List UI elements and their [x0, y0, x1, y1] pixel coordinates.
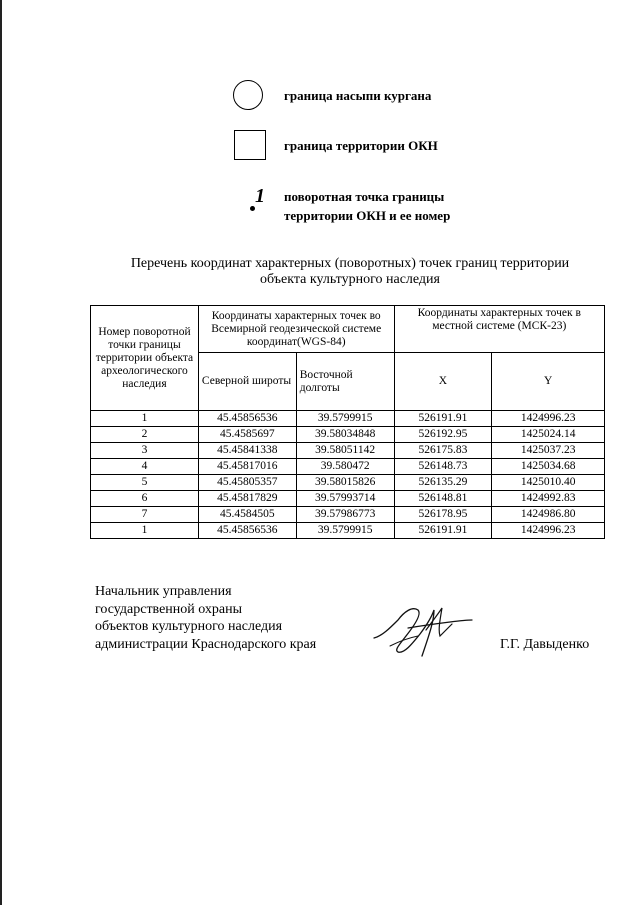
cell-x: 526175.83	[394, 443, 492, 459]
table-row	[91, 507, 605, 523]
cell-y: 1424992.83	[492, 491, 605, 507]
cell-y: 1424996.23	[492, 411, 605, 427]
header-latitude: Северной широты	[198, 353, 296, 411]
cell-longitude: 39.58034848	[296, 427, 394, 443]
page-edge	[0, 0, 2, 905]
cell-number: 7	[91, 507, 199, 523]
signatory-line3: объектов культурного наследия	[95, 619, 283, 634]
header-y: Y	[492, 353, 605, 411]
cell-latitude: 45.45856536	[198, 411, 296, 427]
cell-longitude: 39.5799915	[296, 411, 394, 427]
cell-y: 1424986.80	[492, 507, 605, 523]
cell-x: 526191.91	[394, 523, 492, 539]
legend-square-label: граница территории ОКН	[284, 138, 438, 153]
cell-latitude: 45.4585697	[198, 427, 296, 443]
legend-circle-label: граница насыпи кургана	[284, 88, 432, 103]
cell-x: 526148.73	[394, 459, 492, 475]
signatory-line4: администрации Краснодарского края	[95, 636, 317, 652]
header-x: X	[394, 353, 492, 411]
legend-point-label	[284, 187, 450, 225]
cell-y: 1424996.23	[492, 523, 605, 539]
cell-longitude: 39.58051142	[296, 443, 394, 459]
cell-y: 1425010.40	[492, 475, 605, 491]
cell-longitude: 39.58015826	[296, 475, 394, 491]
header-msk-group: Координаты характерных точек в местной системе (МСК-23)	[394, 306, 604, 353]
cell-number: 1	[91, 523, 199, 539]
coordinates-table	[90, 305, 605, 539]
list-title-line1: Перечень координат характерных (поворотных) точек границ территории	[130, 256, 570, 271]
cell-longitude: 39.5799915	[296, 523, 394, 539]
list-title-line2: объекта культурного наследия	[260, 272, 440, 287]
square-boundary-icon	[234, 130, 266, 160]
table-row	[91, 459, 605, 475]
signatory-line2: государственной охраны	[95, 601, 243, 617]
cell-longitude: 39.580472	[296, 459, 394, 475]
cell-x: 526178.95	[394, 507, 492, 523]
table-row	[91, 475, 605, 491]
legend-point-label-line1: поворотная точка границы	[284, 189, 445, 204]
circle-boundary-icon	[233, 80, 263, 110]
table-row	[91, 523, 605, 539]
legend-point-label-line2: территории ОКН и ее номер	[284, 208, 451, 223]
table-row	[91, 491, 605, 507]
cell-number: 1	[91, 411, 199, 427]
header-wgs-group: Координаты характерных точек во Всемирной геодезической системе координат(WGS-84)	[198, 306, 394, 353]
cell-number: 6	[91, 491, 199, 507]
turning-point-dot-icon	[250, 206, 255, 211]
cell-y: 1425034.68	[492, 459, 605, 475]
signatory-line1: Начальник управления	[95, 584, 232, 599]
cell-latitude: 45.45841338	[198, 443, 296, 459]
cell-longitude: 39.57986773	[296, 507, 394, 523]
table-row	[91, 427, 605, 443]
coordinates-list-title	[90, 256, 610, 288]
turning-point-number-icon: 1	[255, 185, 265, 207]
header-point-number: Номер поворотной точки границы территории объекта археологического наследия	[91, 306, 199, 411]
cell-number: 4	[91, 459, 199, 475]
cell-latitude: 45.45817829	[198, 491, 296, 507]
cell-y: 1425024.14	[492, 427, 605, 443]
header-longitude: Восточной долготы	[296, 353, 394, 411]
cell-number: 3	[91, 443, 199, 459]
table-row	[91, 443, 605, 459]
signatory-name: Г.Г. Давыденко	[500, 637, 590, 652]
cell-latitude: 45.45817016	[198, 459, 296, 475]
cell-x: 526148.81	[394, 491, 492, 507]
cell-number: 5	[91, 475, 199, 491]
cell-x: 526191.91	[394, 411, 492, 427]
cell-number: 2	[91, 427, 199, 443]
cell-latitude: 45.45856536	[198, 523, 296, 539]
cell-latitude: 45.4584505	[198, 507, 296, 523]
signatory-position	[95, 583, 316, 653]
cell-longitude: 39.57993714	[296, 491, 394, 507]
handwritten-signature	[368, 598, 478, 660]
table-row	[91, 411, 605, 427]
cell-x: 526135.29	[394, 475, 492, 491]
cell-y: 1425037.23	[492, 443, 605, 459]
cell-x: 526192.95	[394, 427, 492, 443]
cell-latitude: 45.45805357	[198, 475, 296, 491]
